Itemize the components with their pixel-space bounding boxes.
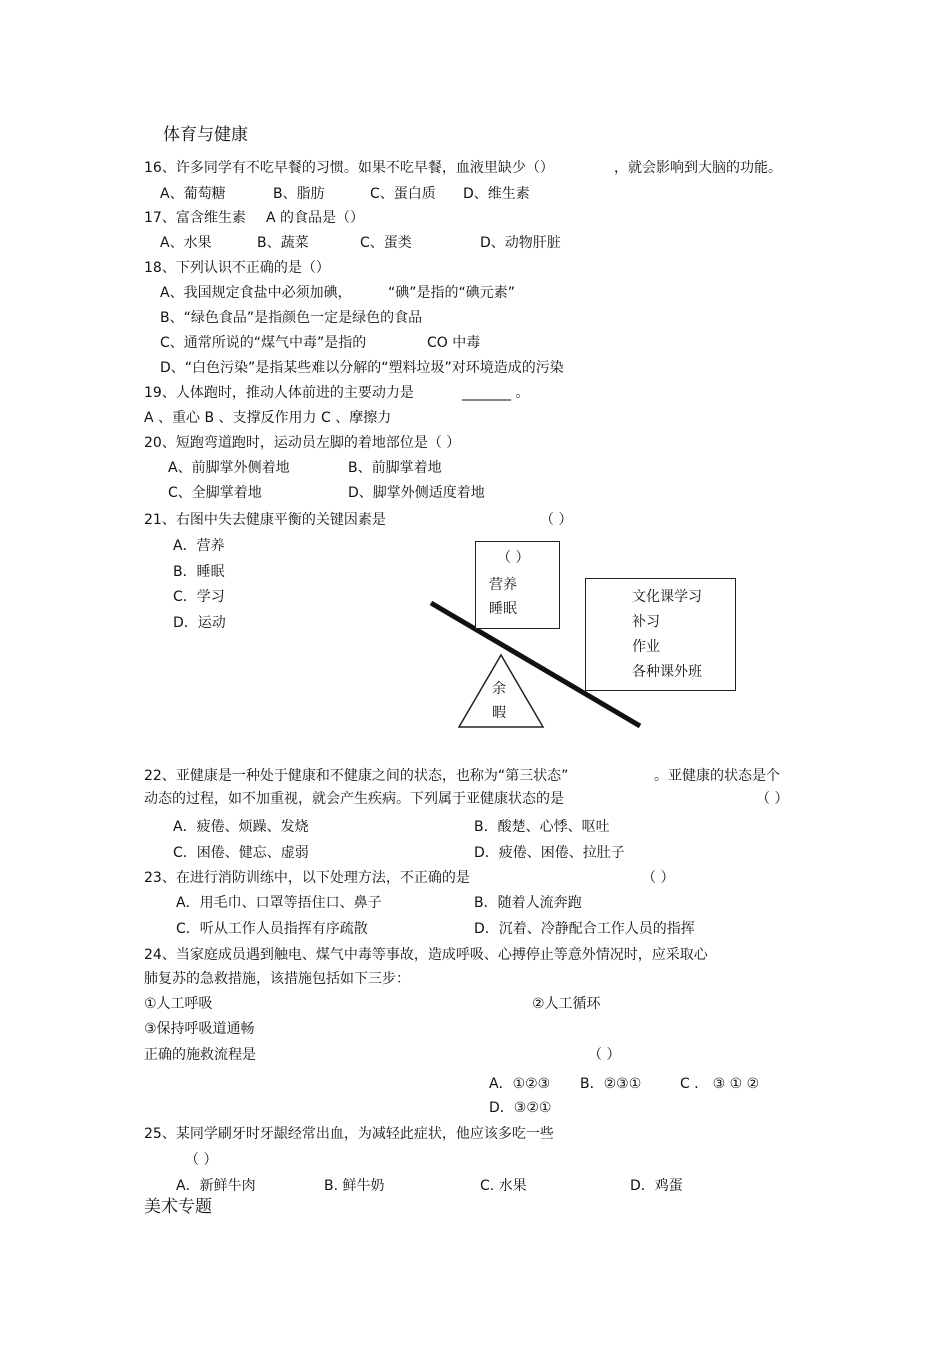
q21-paren: （ ） (540, 512, 573, 528)
left-box-item-nutrition: 营养 (489, 577, 517, 593)
q24-option-d: D．③②① (489, 1100, 552, 1116)
next-section-title: 美术专题 (144, 1197, 212, 1217)
right-box-item-tutoring: 补习 (632, 614, 660, 630)
q24-step-1: ①人工呼吸 (144, 996, 213, 1012)
fulcrum-label-1: 余 (492, 681, 506, 697)
q22-paren: （ ） (756, 791, 789, 807)
q21-option-b: B．睡眠 (173, 564, 225, 580)
q22-option-c: C．困倦、健忘、虚弱 (173, 845, 309, 861)
q18-option-d: D、“白色污染”是指某些难以分解的“塑料垃圾”对环境造成的污染 (160, 360, 564, 376)
right-box-item-homework: 作业 (632, 639, 660, 655)
q23-option-c: C．听从工作人员指挥有序疏散 (176, 921, 368, 937)
q22-option-a: A．疲倦、烦躁、发烧 (173, 819, 309, 835)
q21-option-c: C．学习 (173, 589, 225, 605)
q17-option-c: C、蛋类 (360, 235, 412, 251)
section-title: 体育与健康 (163, 125, 248, 145)
q20-option-b: B、前脚掌着地 (348, 460, 442, 476)
q21-option-d: D．运动 (173, 615, 226, 631)
fulcrum-label-2: 暇 (492, 705, 506, 721)
q18-option-c-tail: CO 中毒 (427, 335, 481, 351)
q16-stem-tail: ，就会影响到大脑的功能。 (614, 160, 782, 176)
q19-blank: _______ 。 (462, 385, 530, 401)
q20-option-d: D、脚掌外侧适度着地 (348, 485, 485, 501)
q23-option-d: D．沉着、冷静配合工作人员的指挥 (474, 921, 695, 937)
q24-step-2: ②人工循环 (532, 996, 601, 1012)
q19-options: A 、重心 B 、支撑反作用力 C 、摩擦力 (144, 410, 392, 426)
left-box-item-sleep: 睡眠 (489, 601, 517, 617)
q18-option-a: A、我国规定食盐中必须加碘， (160, 285, 352, 301)
q23-paren: （ ） (642, 870, 675, 886)
q24-stem-b: 肺复苏的急救措施，该措施包括如下三步： (144, 971, 410, 987)
q23-option-b: B．随着人流奔跑 (474, 895, 582, 911)
q17-stem-b: A 的食品是（） (266, 210, 365, 226)
q25-option-c: C. 水果 (480, 1178, 527, 1194)
q25-option-b: B. 鲜牛奶 (324, 1178, 385, 1194)
q16-option-c: C、蛋白质 (370, 186, 436, 202)
q25-paren: （ ） (185, 1152, 218, 1168)
q22-stem-c: 动态的过程，如不加重视，就会产生疾病。下列属于亚健康状态的是 (144, 791, 564, 807)
q22-option-d: D．疲倦、困倦、拉肚子 (474, 845, 625, 861)
q24-ask: 正确的施救流程是 (144, 1047, 256, 1063)
q16-option-d: D、维生素 (463, 186, 530, 202)
q22-stem: 22、亚健康是一种处于健康和不健康之间的状态，也称为“第三状态” (144, 768, 569, 784)
q23-stem: 23、在进行消防训练中，以下处理方法，不正确的是 (144, 870, 470, 886)
q19-stem: 19、人体跑时，推动人体前进的主要动力是 (144, 385, 414, 401)
q23-option-a: A．用毛巾、口罩等捂住口、鼻子 (176, 895, 382, 911)
q24-stem: 24、当家庭成员遇到触电、煤气中毒等事故，造成呼吸、心搏停止等意外情况时，应采取心 (144, 947, 708, 963)
q25-stem: 25、某同学刷牙时牙龈经常出血，为减轻此症状，他应该多吃一些 (144, 1126, 554, 1142)
q20-option-a: A、前脚掌外侧着地 (168, 460, 290, 476)
q16-stem: 16、许多同学有不吃早餐的习惯。如果不吃早餐，血液里缺少（） (144, 160, 554, 176)
q24-paren: （ ） (588, 1047, 621, 1063)
q17-option-a: A、水果 (160, 235, 212, 251)
q22-stem-b: 。亚健康的状态是个 (654, 768, 780, 784)
q16-option-b: B、脂肪 (273, 186, 325, 202)
q16-option-a: A、葡萄糖 (160, 186, 226, 202)
q21-stem: 21、右图中失去健康平衡的关键因素是 (144, 512, 386, 528)
q25-option-a: A．新鲜牛肉 (176, 1178, 256, 1194)
q24-option-c: C ． ③ ① ② (680, 1076, 760, 1092)
q22-option-b: B．酸楚、心悸、呕吐 (474, 819, 610, 835)
q17-option-b: B、蔬菜 (257, 235, 309, 251)
right-box-item-study: 文化课学习 (632, 589, 702, 605)
q17-option-d: D、动物肝脏 (480, 235, 561, 251)
q24-step-3: ③保持呼吸道通畅 (144, 1021, 255, 1037)
q18-option-b: B、“绿色食品”是指颜色一定是绿色的食品 (160, 310, 423, 326)
q24-option-a: A．①②③ (489, 1076, 551, 1092)
q17-stem: 17、富含维生素 (144, 210, 246, 226)
q21-option-a: A．营养 (173, 538, 225, 554)
q18-stem: 18、下列认识不正确的是（） (144, 260, 330, 276)
q18-option-a-tail: “碘”是指的“碘元素” (388, 285, 516, 301)
q18-option-c: C、通常所说的“煤气中毒”是指的 (160, 335, 367, 351)
left-box-paren: （ ） (497, 550, 530, 566)
right-box-item-classes: 各种课外班 (632, 664, 702, 680)
q25-option-d: D．鸡蛋 (630, 1178, 683, 1194)
q20-option-c: C、全脚掌着地 (168, 485, 262, 501)
q24-option-b: B．②③① (580, 1076, 642, 1092)
q20-stem: 20、短跑弯道跑时，运动员左脚的着地部位是（ ） (144, 435, 461, 451)
